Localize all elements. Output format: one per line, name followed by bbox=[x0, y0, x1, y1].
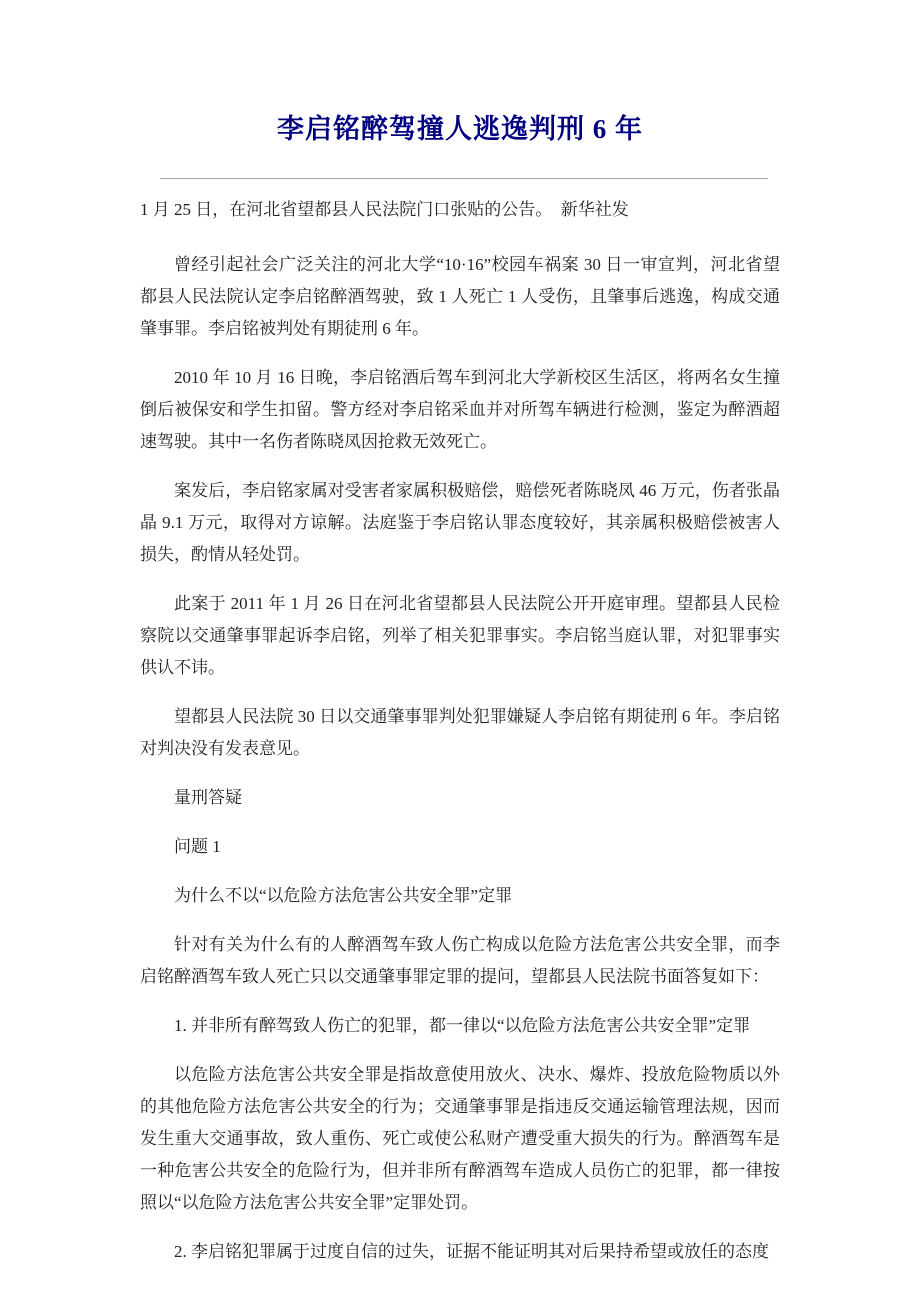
photo-caption: 1 月 25 日，在河北省望都县人民法院门口张贴的公告。 新华社发 bbox=[140, 200, 629, 219]
paragraph-trial: 此案于 2011 年 1 月 26 日在河北省望都县人民法院公开开庭审理。望都县人民检察院以交通肇事罪起诉李启铭，列举了相关犯罪事实。李启铭当庭认罪，对犯罪事实供认不讳。 bbox=[140, 594, 780, 677]
paragraph-sentence: 望都县人民法院 30 日以交通肇事罪判处犯罪嫌疑人李启铭有期徒刑 6 年。李启铭对判决没有发表意见。 bbox=[140, 707, 780, 758]
paragraph-compensation: 案发后，李启铭家属对受害者家属积极赔偿，赔偿死者陈晓凤 46 万元，伤者张晶晶 9.1 万元，取得对方谅解。法庭鉴于李启铭认罪态度较好，其亲属积极赔偿被害人损失，酌情从轻处罚。 bbox=[140, 481, 780, 564]
subheading-question-1: 问题 1 bbox=[174, 837, 221, 856]
paragraph-answer-point-1: 1. 并非所有醉驾致人伤亡的犯罪，都一律以“以危险方法危害公共安全罪”定罪 bbox=[174, 1016, 751, 1035]
paragraph-answer-point-2: 2. 李启铭犯罪属于过度自信的过失，证据不能证明其对后果持希望或放任的态度 bbox=[174, 1242, 769, 1261]
subheading-question-1-title: 为什么不以“以危险方法危害公共安全罪”定罪 bbox=[174, 886, 513, 905]
paragraph-answer-point-1-detail: 以危险方法危害公共安全罪是指故意使用放火、决水、爆炸、投放危险物质以外的其他危险方法危害公共安全的行为；交通肇事罪是指违反交通运输管理法规，因而发生重大交通事故，致人重伤、死亡或使公私财产遭受重大损失的行为。醉酒驾车是一种危害公共安全的危险行为，但并非所有醉酒驾车造成人员伤亡的犯罪，都一律按照以“以危险方法危害公共安全罪”定罪处罚。 bbox=[140, 1065, 780, 1212]
paragraph-verdict-summary: 曾经引起社会广泛关注的河北大学“10·16”校园车祸案 30 日一审宣判，河北省望都县人民法院认定李启铭醉酒驾驶，致 1 人死亡 1 人受伤，且肇事后逃逸，构成交通肇事罪。李启铭被判处有期徒刑 6 年。 bbox=[140, 255, 780, 338]
paragraph-court-reply-intro: 针对有关为什么有的人醉酒驾车致人伤亡构成以危险方法危害公共安全罪，而李启铭醉酒驾车致人死亡只以交通肇事罪定罪的提问，望都县人民法院书面答复如下： bbox=[140, 935, 780, 986]
page-title: 李启铭醉驾撞人逃逸判刑 6 年 bbox=[277, 114, 643, 144]
title-divider bbox=[160, 178, 768, 179]
section-heading-sentencing-qa: 量刑答疑 bbox=[174, 788, 242, 807]
paragraph-incident: 2010 年 10 月 16 日晚，李启铭酒后驾车到河北大学新校区生活区，将两名女生撞倒后被保安和学生扣留。警方经对李启铭采血并对所驾车辆进行检测，鉴定为醉酒超速驾驶。其中一名伤者陈晓凤因抢救无效死亡。 bbox=[140, 368, 780, 451]
